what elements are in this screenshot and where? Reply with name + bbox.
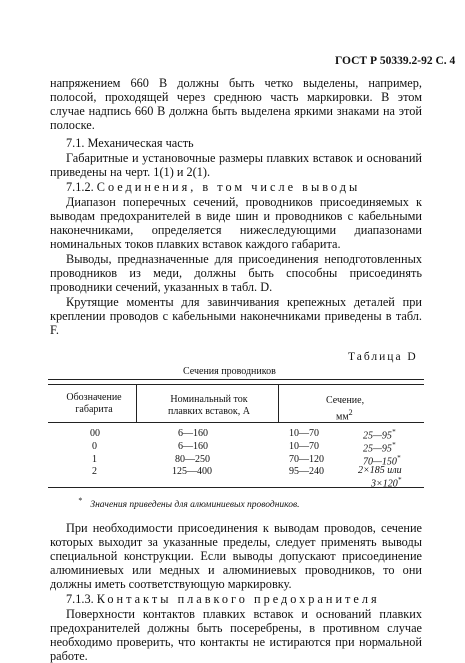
para3-line2: выводам предохранителей в виде шин и проводников с кабельными [50, 209, 422, 223]
row3-current: 80—250 [175, 454, 210, 465]
para6-line3: специальной конструкции. Если выводы допускают присоединение [50, 549, 422, 563]
row3-size: 1 [92, 454, 97, 465]
table-label: Таблица D [348, 351, 418, 363]
row4-cu: 95—240 [289, 466, 324, 477]
row4-al-star: * [397, 476, 402, 484]
section-7-1-number: 7.1. [66, 136, 85, 150]
col-size-header-line2: габарита [75, 404, 113, 415]
row3-al-star: * [396, 454, 401, 462]
section-7-1-2-number: 7.1.2. [66, 180, 94, 194]
row4-size: 2 [92, 466, 97, 477]
col-size-header [56, 392, 132, 416]
para5-line1: Крутящие моменты для завинчивания крепежных деталей при [66, 295, 422, 309]
footnote-text: Значения приведены для алюминиевых проводников. [90, 500, 300, 511]
section-7-1-3-title: Контакты плавкого предохранителя [96, 592, 380, 606]
table-header-rule [48, 422, 424, 423]
para7-line3: необходимо проверить, что контакты не истираются при нормальной [50, 635, 422, 649]
para6-line1: При необходимости присоединения к выводам проводов, сечение [66, 521, 422, 535]
row1-al-value: 25—95 [363, 430, 392, 442]
footnote-mark: * [78, 496, 82, 505]
para3-line1: Диапазон поперечных сечений, проводников присоединяемых к [66, 195, 422, 209]
para6-line4: алюминиевых или медных и алюминиевых проводников, то они [50, 563, 422, 577]
row3-cu: 70—120 [289, 454, 324, 465]
table-top-rule-2 [48, 384, 424, 385]
row4-al: 2×185 или [358, 465, 402, 476]
row2-al-star: * [391, 441, 396, 449]
row1-al-star: * [391, 428, 396, 436]
row4-al-second [371, 476, 401, 489]
row3-al-value: 70—150 [363, 456, 397, 468]
para5-line2: креплении проводов с кабельными наконечниками приведены в табл. [50, 309, 422, 323]
para1-line2: полосой, проходящей через среднюю часть маркировки. В этом [50, 90, 422, 104]
para5-line3: F. [50, 323, 59, 337]
table-top-rule [48, 379, 424, 380]
section-7-1-2 [66, 180, 360, 194]
para7-line4: работе. [50, 649, 88, 663]
section-7-1 [66, 136, 194, 150]
para2-line1: Габаритные и установочные размеры плавких вставок и оснований [66, 151, 422, 165]
row1-cu: 10—70 [289, 428, 319, 439]
para2-line2: приведены на черт. 1(1) и 2(1). [50, 165, 211, 179]
table-col-divider-1 [136, 384, 137, 422]
row2-al [363, 441, 395, 454]
col-section-unit [336, 408, 353, 422]
row2-size: 0 [92, 441, 97, 452]
para3-line3: наконечниками, определяется нижеследующими диапазонами [50, 223, 422, 237]
standard-header: ГОСТ Р 50339.2-92 С. 4 [335, 55, 456, 67]
row4-al-second-value: 3×120 [371, 478, 398, 490]
row2-current: 6—160 [178, 441, 208, 452]
para4-line2: проводников из меди, должны быть способны присоединять [50, 266, 422, 280]
col-current-header [146, 394, 272, 418]
section-7-1-2-title: Соединения, в том числе выводы [96, 180, 361, 194]
para7-line1: Поверхности контактов плавких вставок и оснований плавких [66, 607, 422, 621]
table-col-divider-2 [278, 384, 279, 422]
row2-cu: 10—70 [289, 441, 319, 452]
para7-line2: предохранителей должны быть посеребрены, в противном случае [50, 621, 422, 635]
table-bottom-rule [48, 487, 424, 488]
para3-line4: номинальных токов плавких вставок каждого габарита. [50, 237, 341, 251]
col-size-header-line1: Обозначение [66, 392, 122, 403]
row1-al [363, 428, 395, 441]
row4-current: 125—400 [172, 466, 212, 477]
row1-current: 6—160 [178, 428, 208, 439]
table-title: Сечения проводников [183, 366, 276, 377]
row2-al-value: 25—95 [363, 443, 392, 455]
col-section-unit-base: мм [336, 411, 349, 423]
section-7-1-title: Механическая часть [87, 136, 194, 150]
col-section-header: Сечение, [326, 395, 365, 406]
col-current-header-line2: плавких вставок, А [168, 406, 250, 417]
para1-line4: полоске. [50, 118, 95, 132]
para4-line3: проводники сечений, указанных в табл. D. [50, 280, 273, 294]
para6-line5: должны иметь соответствующую маркировку. [50, 577, 292, 591]
section-7-1-3-number: 7.1.3. [66, 592, 94, 606]
row1-size: 00 [90, 428, 100, 439]
para1-line1: напряжением 660 В должны быть четко выделены, например, [50, 76, 422, 90]
section-7-1-3 [66, 592, 380, 606]
para1-line3: случае надпись 660 В должна быть выделена яркими знаками на этой [50, 104, 422, 118]
para6-line2: которых выходит за указанные пределы, следует применять выводы [50, 535, 422, 549]
col-section-unit-sup: 2 [348, 408, 353, 417]
col-current-header-line1: Номинальный ток [170, 394, 248, 405]
table-footnote [78, 496, 300, 510]
para4-line1: Выводы, предназначенные для присоединения неподготовленных [66, 252, 422, 266]
